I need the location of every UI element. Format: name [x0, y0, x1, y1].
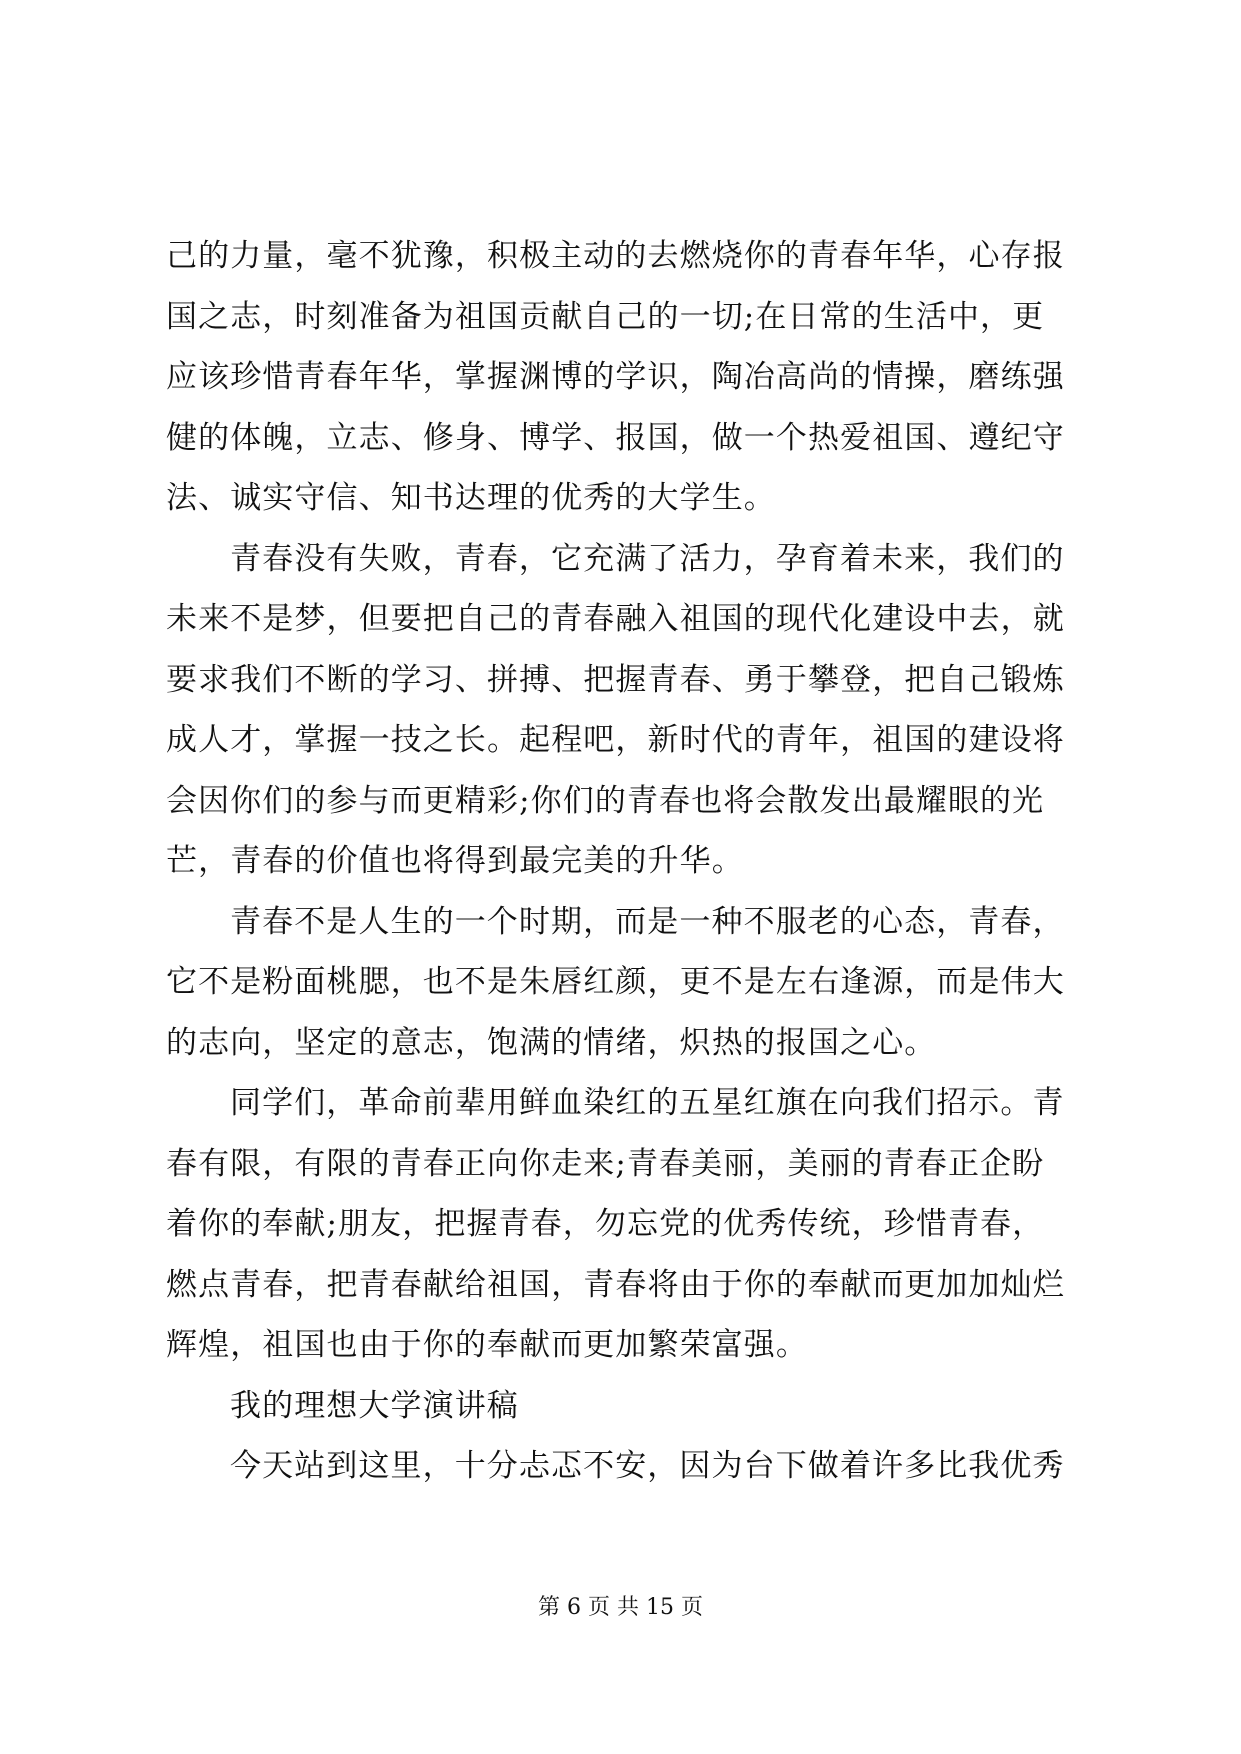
text-line: 应该珍惜青春年华，掌握渊博的学识，陶冶高尚的情操，磨练强: [166, 359, 1065, 395]
body-text: [166, 226, 1096, 1497]
text-line: 燃点青春，把青春献给祖国，青春将由于你的奉献而更加加灿烂: [166, 1266, 1065, 1303]
text-line: 的志向，坚定的意志，饱满的情绪，炽热的报国之心。: [166, 1024, 937, 1061]
text-line: 己的力量，毫不犹豫，积极主动的去燃烧你的青春年华，心存报: [166, 238, 1065, 274]
text-line: 健的体魄，立志、修身、博学、报国，做一个热爱祖国、遵纪守: [166, 419, 1065, 456]
text-line: 法、诚实守信、知书达理的优秀的大学生。: [166, 480, 776, 516]
text-line: 要求我们不断的学习、拼搏、把握青春、勇于攀登，把自己锻炼: [166, 661, 1065, 698]
text-line: 着你的奉献;朋友，把握青春，勿忘党的优秀传统，珍惜青春，: [166, 1206, 1045, 1242]
page-number-footer: 第 6 页 共 15 页: [538, 1595, 703, 1620]
text-line: 芒，青春的价值也将得到最完美的升华。: [166, 843, 744, 879]
text-line: 会因你们的参与而更精彩;你们的青春也将会散发出最耀眼的光: [166, 782, 1045, 819]
paragraph-start-line: 青春没有失败，青春，它充满了活力，孕育着未来，我们的: [230, 540, 1065, 577]
text-line: 它不是粉面桃腮，也不是朱唇红颜，更不是左右逢源，而是伟大: [166, 964, 1065, 1000]
text-line: 春有限，有限的青春正向你走来;青春美丽，美丽的青春正企盼: [166, 1145, 1045, 1182]
paragraph-start-line: 青春不是人生的一个时期，而是一种不服老的心态，青春，: [230, 903, 1065, 940]
text-line: 成人才，掌握一技之长。起程吧，新时代的青年，祖国的建设将: [166, 722, 1065, 758]
text-line: 国之志，时刻准备为祖国贡献自己的一切;在日常的生活中，更: [166, 298, 1045, 335]
text-line: 未来不是梦，但要把自己的青春融入祖国的现代化建设中去，就: [166, 601, 1065, 637]
paragraph-start-line: 今天站到这里，十分忐忑不安，因为台下做着许多比我优秀: [230, 1448, 1065, 1484]
paragraph-start-line: 同学们，革命前辈用鲜血染红的五星红旗在向我们招示。青: [230, 1085, 1065, 1121]
text-line: 辉煌，祖国也由于你的奉献而更加繁荣富强。: [166, 1327, 808, 1363]
section-title: 我的理想大学演讲稿: [230, 1387, 519, 1424]
